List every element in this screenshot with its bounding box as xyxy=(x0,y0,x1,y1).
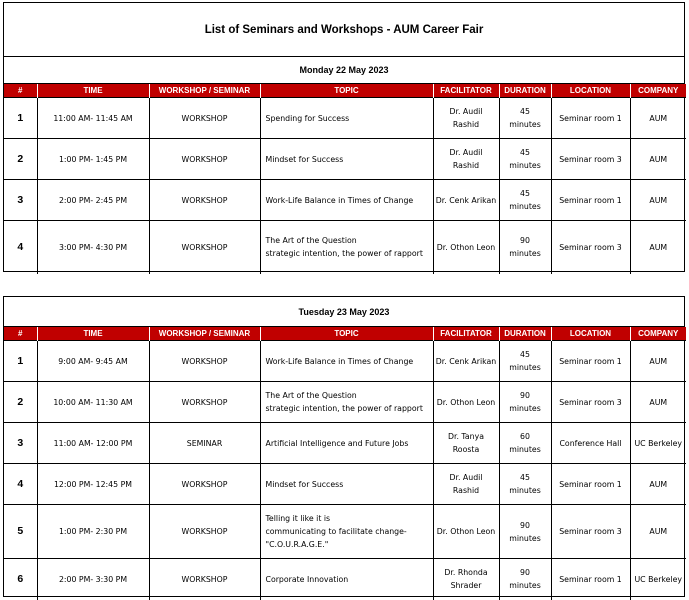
row-topic: The Art of the Question strategic intention, the power of rapport xyxy=(260,221,433,274)
row-time: 11:00 AM- 12:00 PM xyxy=(37,423,149,464)
row-topic: Corporate Innovation xyxy=(260,559,433,600)
table-row xyxy=(4,464,686,505)
row-type: SEMINAR xyxy=(149,423,260,464)
row-facilitator: Dr. Audil Rashid xyxy=(433,98,499,139)
row-duration: 90 minutes xyxy=(499,221,551,274)
row-facilitator: Dr. Othon Leon xyxy=(433,221,499,274)
row-type: WORKSHOP xyxy=(149,382,260,423)
row-facilitator: Dr. Othon Leon xyxy=(433,382,499,423)
col-header-duration: DURATION xyxy=(499,84,551,98)
table-header-row xyxy=(4,84,686,98)
row-facilitator: Dr. Cenk Arikan xyxy=(433,180,499,221)
row-duration: 90 minutes xyxy=(499,382,551,423)
row-company: AUM xyxy=(630,221,686,274)
row-time: 3:00 PM- 4:30 PM xyxy=(37,221,149,274)
row-company: AUM xyxy=(630,180,686,221)
row-duration: 45 minutes xyxy=(499,139,551,180)
table-row xyxy=(4,98,686,139)
col-header-topic: TOPIC xyxy=(260,327,433,341)
row-topic: Spending for Success xyxy=(260,98,433,139)
table-row xyxy=(4,505,686,559)
tuesday-schedule-sheet xyxy=(3,296,685,597)
row-time: 1:00 PM- 2:30 PM xyxy=(37,505,149,559)
row-facilitator: Dr. Audil Rashid xyxy=(433,139,499,180)
table-row xyxy=(4,559,686,600)
row-time: 1:00 PM- 1:45 PM xyxy=(37,139,149,180)
col-header-type: WORKSHOP / SEMINAR xyxy=(149,84,260,98)
row-facilitator: Dr. Cenk Arikan xyxy=(433,341,499,382)
row-topic: Work-Life Balance in Times of Change xyxy=(260,180,433,221)
row-duration: 45 minutes xyxy=(499,180,551,221)
col-header-topic: TOPIC xyxy=(260,84,433,98)
row-facilitator: Dr. Tanya Roosta xyxy=(433,423,499,464)
row-type: WORKSHOP xyxy=(149,341,260,382)
row-duration: 90 minutes xyxy=(499,559,551,600)
table-row xyxy=(4,180,686,221)
row-time: 9:00 AM- 9:45 AM xyxy=(37,341,149,382)
row-type: WORKSHOP xyxy=(149,559,260,600)
row-number: 2 xyxy=(4,382,37,423)
row-location: Seminar room 1 xyxy=(551,559,630,600)
row-location: Seminar room 3 xyxy=(551,505,630,559)
col-header-time: TIME xyxy=(37,327,149,341)
col-header-duration: DURATION xyxy=(499,327,551,341)
monday-schedule-sheet xyxy=(3,2,685,272)
row-type: WORKSHOP xyxy=(149,221,260,274)
row-location: Seminar room 3 xyxy=(551,221,630,274)
row-duration: 45 minutes xyxy=(499,464,551,505)
row-facilitator: Dr. Audil Rashid xyxy=(433,464,499,505)
row-duration: 45 minutes xyxy=(499,98,551,139)
row-duration: 45 minutes xyxy=(499,341,551,382)
col-header-location: LOCATION xyxy=(551,84,630,98)
row-company: UC Berkeley xyxy=(630,423,686,464)
row-location: Seminar room 3 xyxy=(551,382,630,423)
col-header-time: TIME xyxy=(37,84,149,98)
row-duration: 60 minutes xyxy=(499,423,551,464)
row-facilitator: Dr. Othon Leon xyxy=(433,505,499,559)
col-header-company: COMPANY xyxy=(630,84,686,98)
table-row xyxy=(4,423,686,464)
row-topic: Telling it like it is communicating to facilitate change- "C.O.U.R.A.G.E." xyxy=(260,505,433,559)
row-number: 6 xyxy=(4,559,37,600)
row-number: 1 xyxy=(4,98,37,139)
row-company: AUM xyxy=(630,505,686,559)
row-company: AUM xyxy=(630,98,686,139)
row-topic: Mindset for Success xyxy=(260,464,433,505)
table-row xyxy=(4,341,686,382)
table-row xyxy=(4,139,686,180)
row-number: 5 xyxy=(4,505,37,559)
row-type: WORKSHOP xyxy=(149,180,260,221)
row-location: Conference Hall xyxy=(551,423,630,464)
row-number: 2 xyxy=(4,139,37,180)
col-header-num: # xyxy=(4,327,37,341)
col-header-type: WORKSHOP / SEMINAR xyxy=(149,327,260,341)
table-row xyxy=(4,382,686,423)
row-facilitator: Dr. Rhonda Shrader xyxy=(433,559,499,600)
row-location: Seminar room 1 xyxy=(551,464,630,505)
row-location: Seminar room 1 xyxy=(551,341,630,382)
row-time: 10:00 AM- 11:30 AM xyxy=(37,382,149,423)
row-company: AUM xyxy=(630,382,686,423)
row-location: Seminar room 1 xyxy=(551,180,630,221)
row-location: Seminar room 1 xyxy=(551,98,630,139)
day-title-monday: Monday 22 May 2023 xyxy=(4,57,684,84)
row-number: 3 xyxy=(4,180,37,221)
row-time: 11:00 AM- 11:45 AM xyxy=(37,98,149,139)
row-location: Seminar room 3 xyxy=(551,139,630,180)
tuesday-schedule-table xyxy=(4,327,686,600)
row-time: 2:00 PM- 3:30 PM xyxy=(37,559,149,600)
monday-schedule-table xyxy=(4,84,686,274)
row-number: 4 xyxy=(4,464,37,505)
table-row xyxy=(4,221,686,274)
row-company: AUM xyxy=(630,139,686,180)
col-header-company: COMPANY xyxy=(630,327,686,341)
document-title: List of Seminars and Workshops - AUM Career Fair xyxy=(4,3,684,57)
row-type: WORKSHOP xyxy=(149,505,260,559)
row-company: UC Berkeley xyxy=(630,559,686,600)
row-type: WORKSHOP xyxy=(149,139,260,180)
row-number: 3 xyxy=(4,423,37,464)
row-topic: Artificial Intelligence and Future Jobs xyxy=(260,423,433,464)
row-topic: The Art of the Question strategic intention, the power of rapport xyxy=(260,382,433,423)
row-number: 1 xyxy=(4,341,37,382)
row-company: AUM xyxy=(630,341,686,382)
row-time: 2:00 PM- 2:45 PM xyxy=(37,180,149,221)
table-header-row xyxy=(4,327,686,341)
col-header-location: LOCATION xyxy=(551,327,630,341)
day-title-tuesday: Tuesday 23 May 2023 xyxy=(4,297,684,327)
row-company: AUM xyxy=(630,464,686,505)
row-number: 4 xyxy=(4,221,37,274)
col-header-facilitator: FACILITATOR xyxy=(433,84,499,98)
row-topic: Mindset for Success xyxy=(260,139,433,180)
col-header-num: # xyxy=(4,84,37,98)
row-type: WORKSHOP xyxy=(149,98,260,139)
row-topic: Work-Life Balance in Times of Change xyxy=(260,341,433,382)
row-duration: 90 minutes xyxy=(499,505,551,559)
col-header-facilitator: FACILITATOR xyxy=(433,327,499,341)
row-time: 12:00 PM- 12:45 PM xyxy=(37,464,149,505)
row-type: WORKSHOP xyxy=(149,464,260,505)
